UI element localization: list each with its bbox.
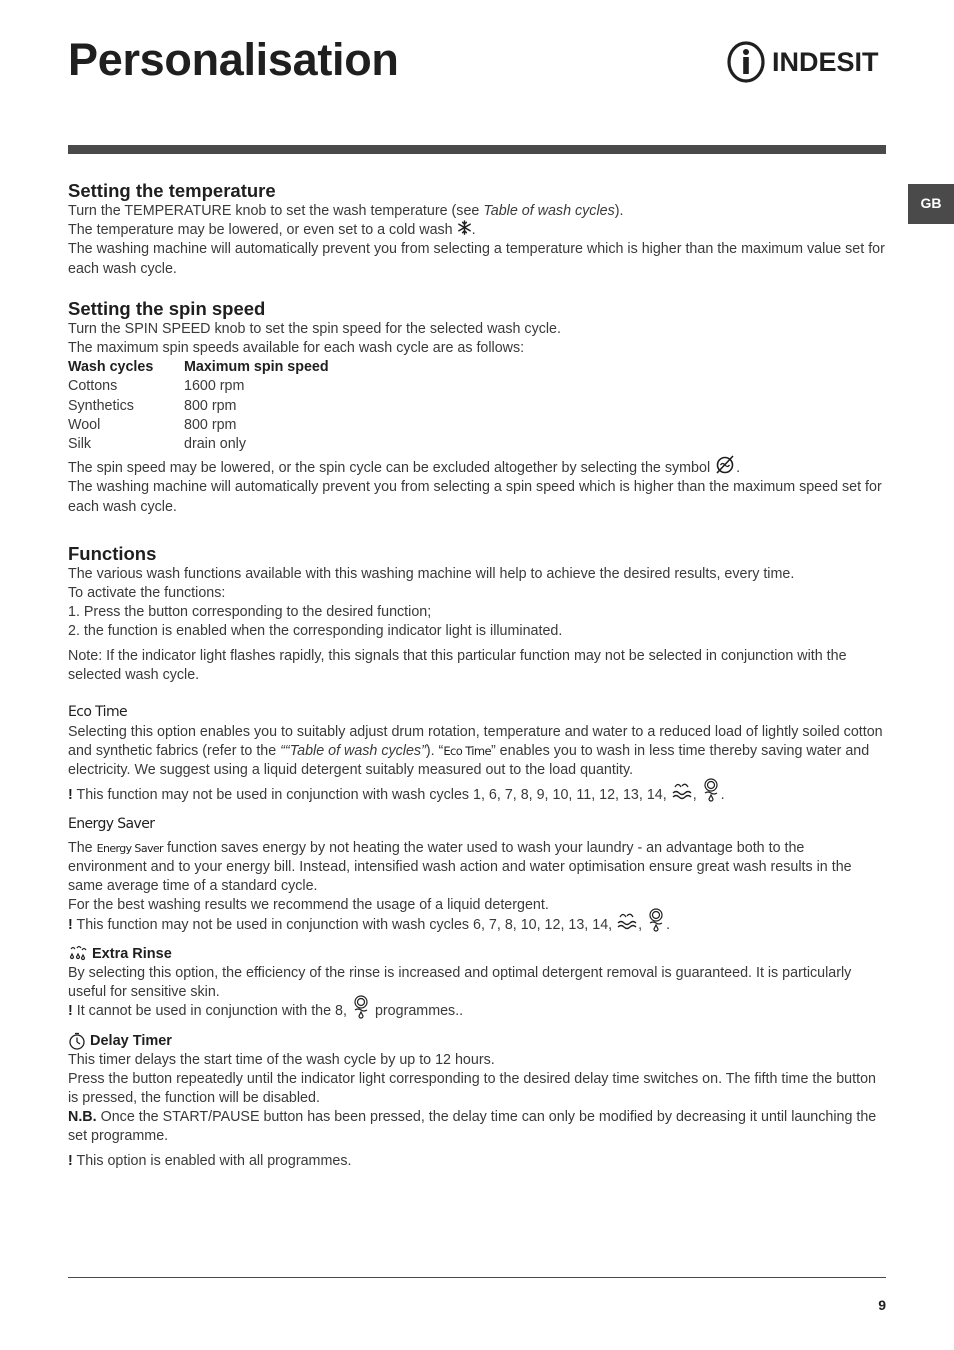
functions-step-2: 2. the function is enabled when the corresponding indicator light is illuminated.: [68, 623, 563, 640]
ecotime-warning: ! This function may not be used in conjunction with wash cycles 1, 6, 7, 8, 9, 10, 11, 12, 13, 14, , .: [68, 786, 886, 805]
spin-text-4: The washing machine will automatically prevent you from selecting a spin speed which is higher than the maximum speed set for each wash cycle.: [68, 479, 882, 515]
nb-text: Once the START/PAUSE button has been pressed, the delay time can only be modified by decreasing it until launching the set programme.: [68, 1109, 877, 1145]
indesit-i-logo-icon: [726, 41, 766, 83]
table-cell: drain only: [184, 436, 246, 453]
page-number: 9: [878, 1297, 886, 1313]
ecotime-warning-text: This function may not be used in conjunction with wash cycles 1, 6, 7, 8, 9, 10, 11, 12, 13, 14,: [76, 786, 667, 803]
table-cell: 1600 rpm: [184, 378, 245, 395]
functions-step-1: 1. Press the button corresponding to the desired function;: [68, 604, 432, 621]
indesit-logo: [726, 40, 888, 84]
temperature-text-2a: The temperature may be lowered, or even set to a cold wash: [68, 222, 453, 239]
no-spin-icon: [714, 454, 736, 474]
ecotime-text-1b: ). “: [425, 743, 444, 760]
extra-rinse-warning-text-b: programmes..: [374, 1003, 464, 1020]
wool-cycle-icon: [616, 911, 638, 931]
spin-drain-icon: [701, 778, 721, 802]
table-row: [68, 416, 329, 435]
spin-drain-icon: [646, 908, 666, 932]
wool-cycle-icon: [671, 781, 693, 801]
energysaver-text-1: [68, 839, 886, 897]
extra-rinse-icon: [68, 945, 88, 963]
spin-drain-icon: [351, 995, 371, 1019]
temperature-text-1b: ).: [614, 203, 624, 219]
brand-name: INDESIT: [772, 47, 879, 77]
ecotime-logo: Eco Time: [68, 704, 128, 721]
energysaver-inline-logo: Energy Saver: [96, 841, 163, 855]
spin-text-1: Turn the SPIN SPEED knob to set the spin speed for the selected wash cycle.: [68, 320, 561, 337]
temperature-text-2: The temperature may be lowered, or even set to a cold wash .: [68, 221, 886, 240]
table-reference: ““Table of wash cycles”: [280, 743, 426, 760]
table-cell: Synthetics: [68, 397, 134, 414]
functions-text-1: The various wash functions available with this washing machine will help to achieve the desired results, every time.: [68, 565, 795, 582]
energysaver-warning: ! This function may not be used in conjunction with wash cycles 6, 7, 8, 10, 12, 13, 14, , .: [68, 916, 886, 935]
page-content: [68, 180, 886, 1171]
section-heading-functions: Functions: [68, 542, 157, 564]
table-cell: Silk: [68, 436, 92, 453]
spin-text-3: The spin speed may be lowered, or the spin cycle can be excluded altogether by selecting the symbol .: [68, 459, 886, 478]
energysaver-warning-text: This function may not be used in conjunction with wash cycles 6, 7, 8, 10, 12, 13, 14,: [76, 916, 613, 933]
temperature-text-1a: Turn the TEMPERATURE knob to set the wash temperature (see: [68, 203, 484, 219]
spin-text-2: The maximum spin speeds available for each wash cycle are as follows:: [68, 340, 525, 357]
delay-timer-heading: [68, 1032, 886, 1051]
delay-timer-warning-text: This option is enabled with all programmes.: [76, 1152, 352, 1169]
table-row: [68, 435, 329, 454]
table-row: [68, 377, 329, 396]
table-header-cell: Wash cycles: [68, 359, 154, 376]
extra-rinse-warning-text-a: It cannot be used in conjunction with the 8,: [76, 1003, 347, 1020]
table-row: [68, 397, 329, 416]
table-cell: Cottons: [68, 378, 118, 395]
table-cell: 800 rpm: [184, 397, 237, 414]
section-heading-temperature: Setting the temperature: [68, 180, 276, 201]
spin-speed-table: [68, 358, 329, 454]
energysaver-text-1b: function saves energy by not heating the water used to wash your laundry - an advantage both to the environment and to your energy bill. Instead, intensified wash action and water optimisation ensure great wash results in the same average time of a standard cycle.: [68, 839, 852, 895]
extra-rinse-heading: [68, 945, 886, 964]
section-heading-spin: Setting the spin speed: [68, 297, 266, 319]
snowflake-icon: [457, 220, 472, 235]
temperature-text-1: [68, 202, 886, 221]
language-tab: GB: [908, 184, 954, 224]
nb-label: N.B.: [68, 1109, 97, 1126]
ecotime-text-1c: ” enables you to wash in less time thereby saving water and electricity. We suggest using a liquid detergent suitably measured out to the load quantity.: [68, 743, 870, 779]
delay-timer-title: Delay Timer: [90, 1032, 172, 1049]
extra-rinse-title: Extra Rinse: [92, 945, 172, 962]
ecotime-label: [68, 703, 886, 723]
timer-icon: [68, 1032, 86, 1050]
table-cell: 800 rpm: [184, 416, 237, 433]
functions-text-2: To activate the functions:: [68, 585, 226, 602]
table-header-row: [68, 358, 329, 377]
energysaver-logo: Energy Saver: [68, 815, 155, 832]
extra-rinse-warning: ! It cannot be used in conjunction with the 8, programmes..: [68, 1002, 886, 1021]
footer-rule: [68, 1277, 886, 1278]
ecotime-inline-logo: Eco Time: [443, 744, 491, 759]
energysaver-text-2: For the best washing results we recommend the usage of a liquid detergent.: [68, 897, 549, 914]
delay-timer-text-2: Press the button repeatedly until the indicator light corresponding to the desired delay time switches on. The fifth time the button is pressed, the function will be disabled.: [68, 1070, 876, 1106]
delay-timer-text-1: This timer delays the start time of the wash cycle by up to 12 hours.: [68, 1051, 495, 1068]
energysaver-text-1a: The: [68, 839, 93, 856]
delay-timer-nb: [68, 1108, 886, 1146]
spin-text-3a: The spin speed may be lowered, or the spin cycle can be excluded altogether by selecting the symbol: [68, 460, 711, 477]
functions-note: Note: If the indicator light flashes rapidly, this signals that this particular function may not be selected in conjunction with the selected wash cycle.: [68, 647, 847, 683]
page-title: Personalisation: [68, 34, 399, 85]
temperature-text-3: The washing machine will automatically prevent you from selecting a temperature which is higher than the maximum value set for each wash cycle.: [68, 241, 885, 277]
ecotime-text-1a: Selecting this option enables you to suitably adjust drum rotation, temperature and water to a reduced load of lightly soiled cotton and synthetic fabrics (refer to the: [68, 724, 883, 760]
energysaver-label: [68, 815, 886, 839]
ecotime-text-1: [68, 723, 886, 781]
delay-timer-warning: ! This option is enabled with all programmes.: [68, 1152, 352, 1169]
extra-rinse-text-1: By selecting this option, the efficiency of the rinse is increased and optimal detergent removal is guaranteed. It is particularly useful for sensitive skin.: [68, 964, 852, 1001]
table-cell: Wool: [68, 416, 101, 433]
header-rule: [68, 145, 886, 154]
table-header-cell: Maximum spin speed: [184, 359, 329, 376]
table-reference: Table of wash cycles: [483, 203, 615, 219]
